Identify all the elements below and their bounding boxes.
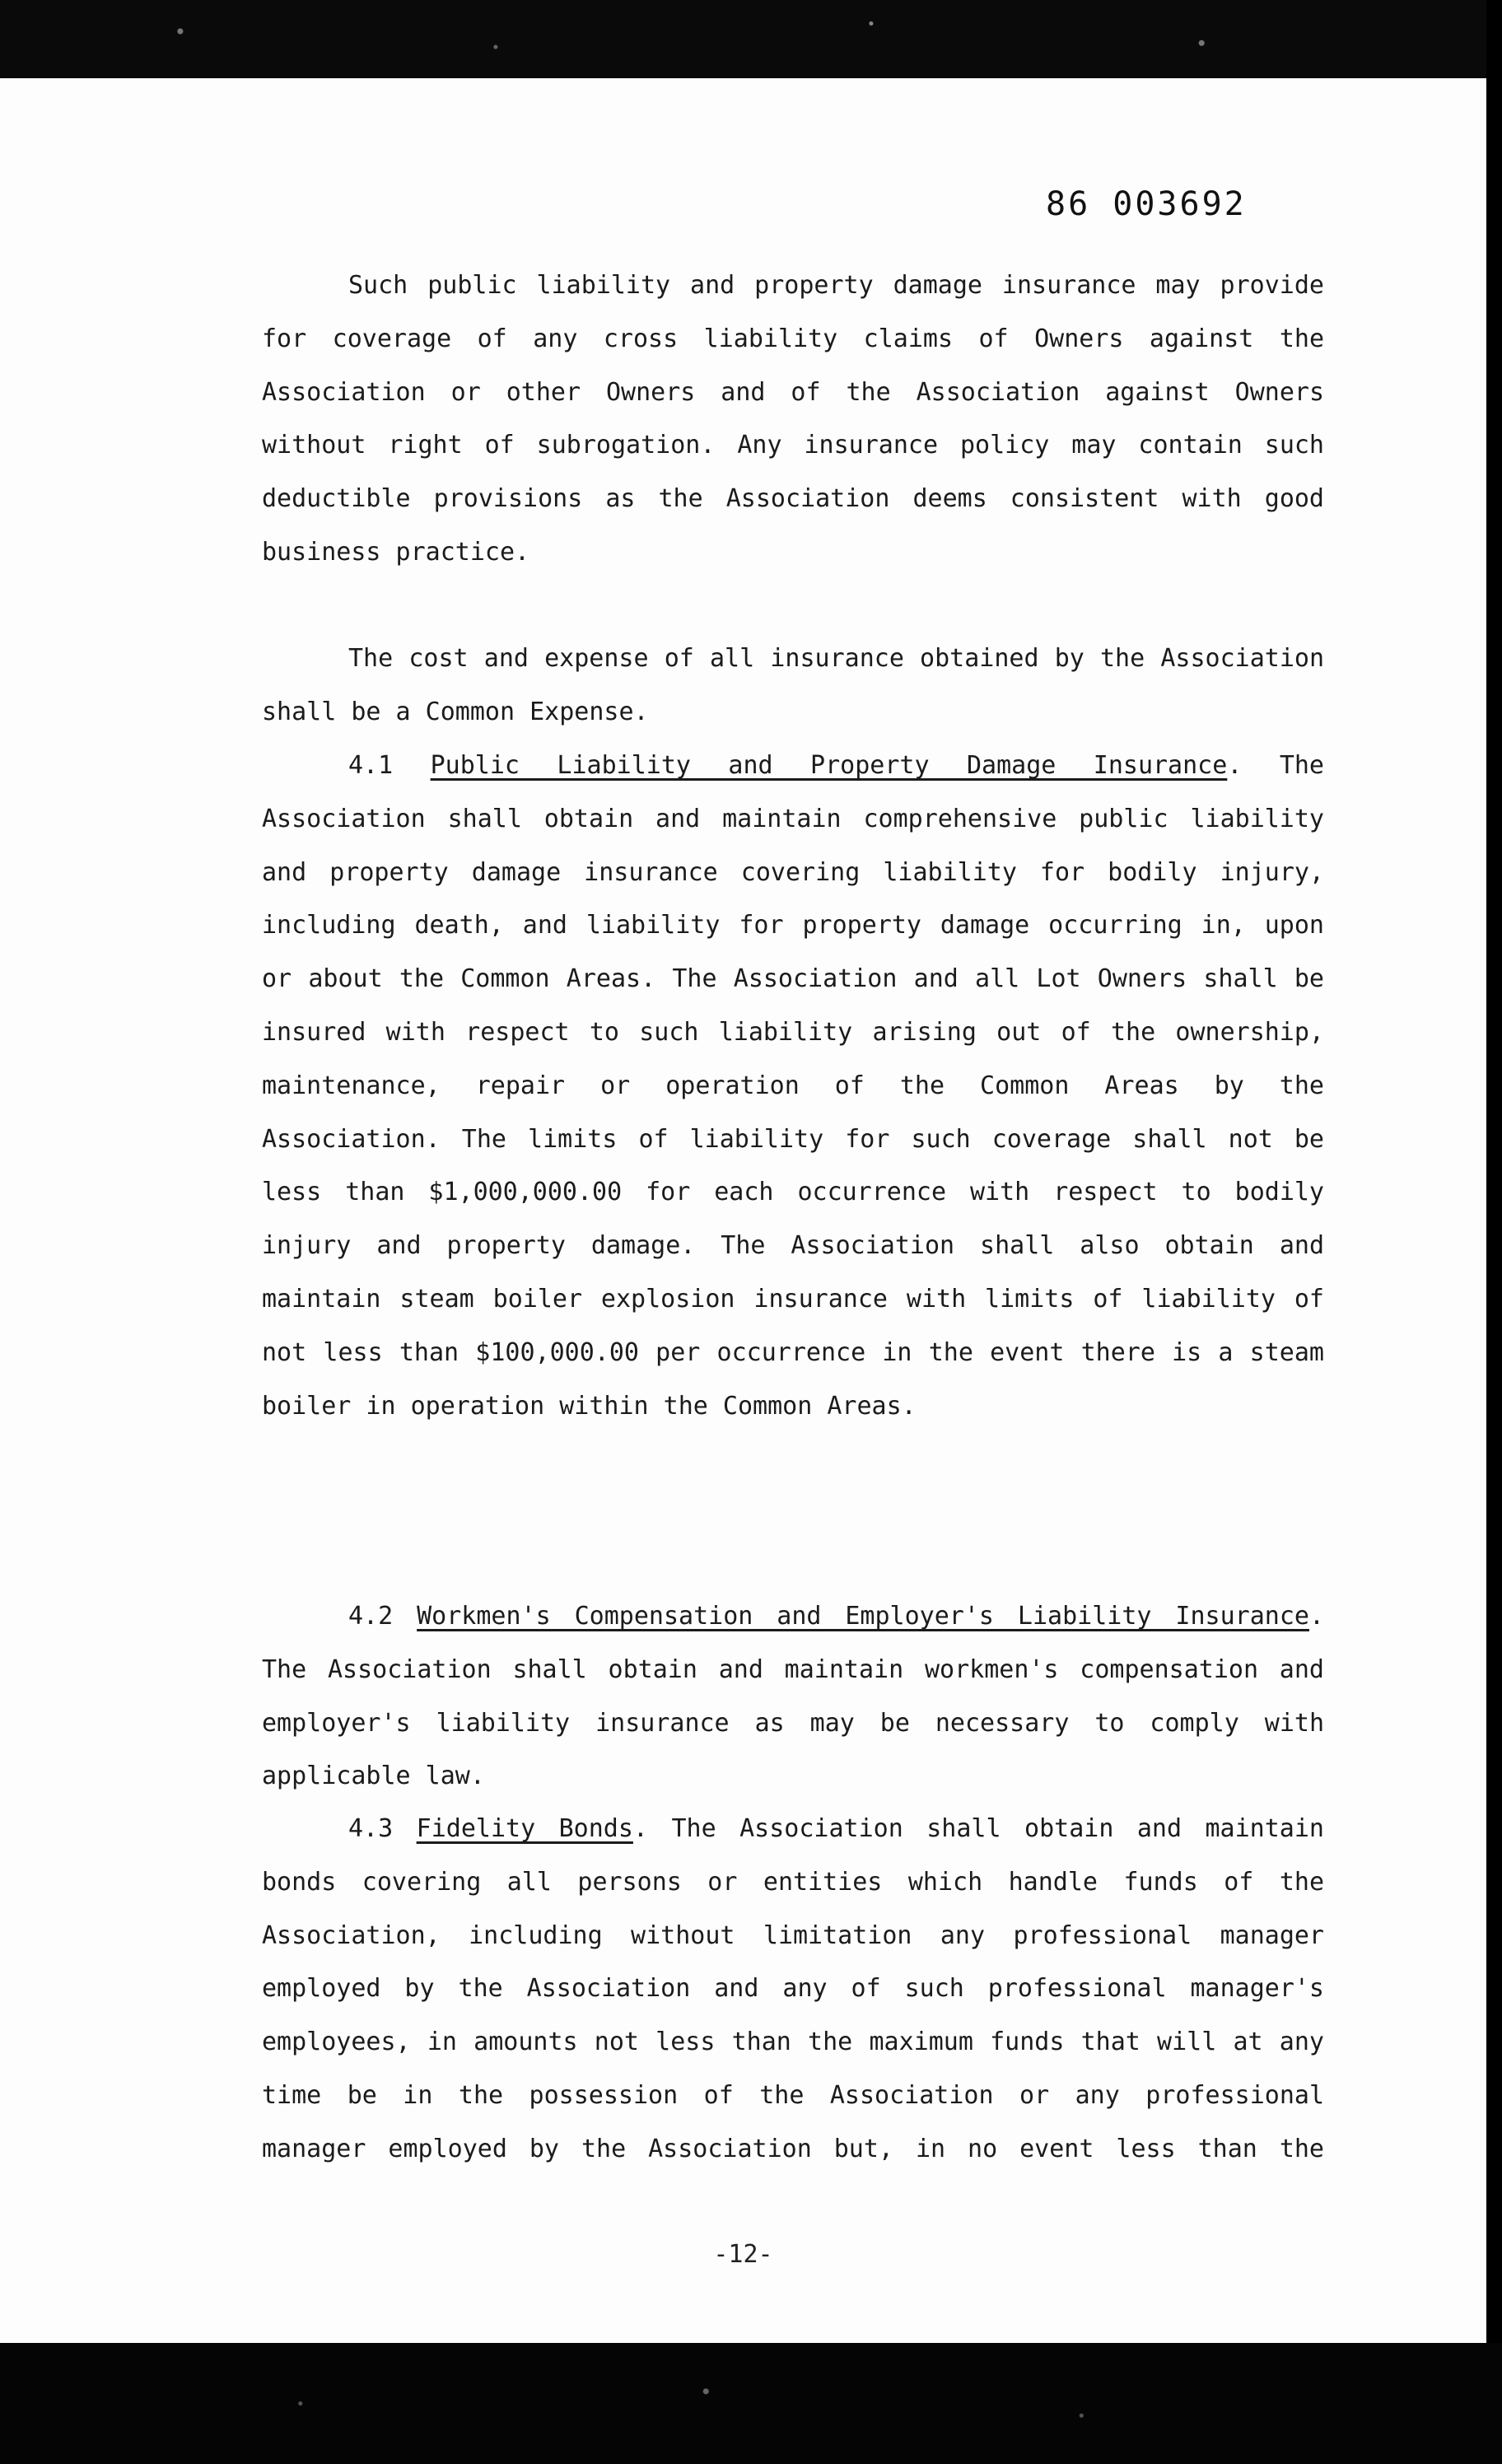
- section-4-2: 4.2 Workmen's Compensation and Employer's Liability Insurance. The Association shall obtain and maintain workmen's compensation and employer's liability insurance as may be necessary to comply with applicable law.: [262, 1602, 1325, 1791]
- section-4-3-body: The Association shall obtain and maintain bonds covering all persons or entities which handle funds of the Association, including without limitation any professional manager employed by the Association and any of such professional manager's employees, in amounts not less than the maximum funds that will at any time be in the possession of the Association or any professional manager employed by the Association but, in no event less than the: [262, 1814, 1324, 2163]
- section-4-2-body: The Association shall obtain and maintain workmen's compensation and employer's liability insurance as may be necessary to comply with applicable law.: [262, 1654, 1324, 1791]
- section-4-2-heading: Workmen's Compensation and Employer's Liability Insurance: [417, 1602, 1309, 1631]
- section-4-1-body: The Association shall obtain and maintain comprehensive public liability and property damage insurance covering liability for bodily injury, including death, and liability for property damage occurring in, upon or about the Common Areas. The Association and all Lot Owners shall be insured with respect to such liability arising out of the ownership, maintenance, repair or operation of the Common Areas by the Association. The limits of liability for such coverage shall not be less than $1,000,000.00 for each occurrence with respect to bodily injury and property damage. The Association shall also obtain and maintain steam boiler explosion insurance with limits of liability of not less than $100,000.00 per occurrence in the event there is a steam boiler in operation within the Common Areas.: [262, 751, 1324, 1421]
- scan-border-right: [1486, 0, 1502, 2464]
- section-4-2-number: 4.2: [348, 1602, 394, 1631]
- scan-border-top: [0, 0, 1502, 78]
- section-4-3-heading: Fidelity Bonds: [416, 1814, 633, 1843]
- section-4-3-number: 4.3: [348, 1814, 394, 1843]
- section-4-3: 4.3 Fidelity Bonds. The Association shall obtain and maintain bonds covering all persons or entities which handle funds of the Association, including without limitation any professional manager employed by the Association and any of such professional manager's employees, in amounts not less than the maximum funds that will at any time be in the possession of the Association or any professional manager employed by the Association but, in no event less than the: [262, 1814, 1324, 2163]
- section-4-1-number: 4.1: [348, 751, 394, 780]
- section-4-1: 4.1 Public Liability and Property Damage Insurance. The Association shall obtain and maintain comprehensive public liability and property damage insurance covering liability for bodily injury, including death, and liability for property damage occurring in, upon or about the Common Areas. The Association and all Lot Owners shall be insured with respect to such liability arising out of the ownership, maintenance, repair or operation of the Common Areas by the Association. The limits of liability for such coverage shall not be less than $1,000,000.00 for each occurrence with respect to bodily injury and property damage. The Association shall also obtain and maintain steam boiler explosion insurance with limits of liability of not less than $100,000.00 per occurrence in the event there is a steam boiler in operation within the Common Areas.: [262, 751, 1324, 1421]
- document-number: 86 003692: [1046, 185, 1247, 223]
- paragraph-cost-expense: The cost and expense of all insurance obtained by the Association shall be a Common Expense.: [262, 644, 1324, 726]
- page-number: -12-: [713, 2240, 773, 2269]
- document-page: [0, 78, 1486, 2343]
- section-4-1-heading: Public Liability and Property Damage Insurance: [430, 751, 1228, 780]
- paragraph-insurance-coverage: Such public liability and property damage insurance may provide for coverage of any cross liability claims of Owners against the Association or other Owners and of the Association against Owners without right of subrogation. Any insurance policy may contain such deductible provisions as the Association deems consistent with good business practice.: [262, 271, 1324, 567]
- scan-border-bottom: [0, 2343, 1502, 2464]
